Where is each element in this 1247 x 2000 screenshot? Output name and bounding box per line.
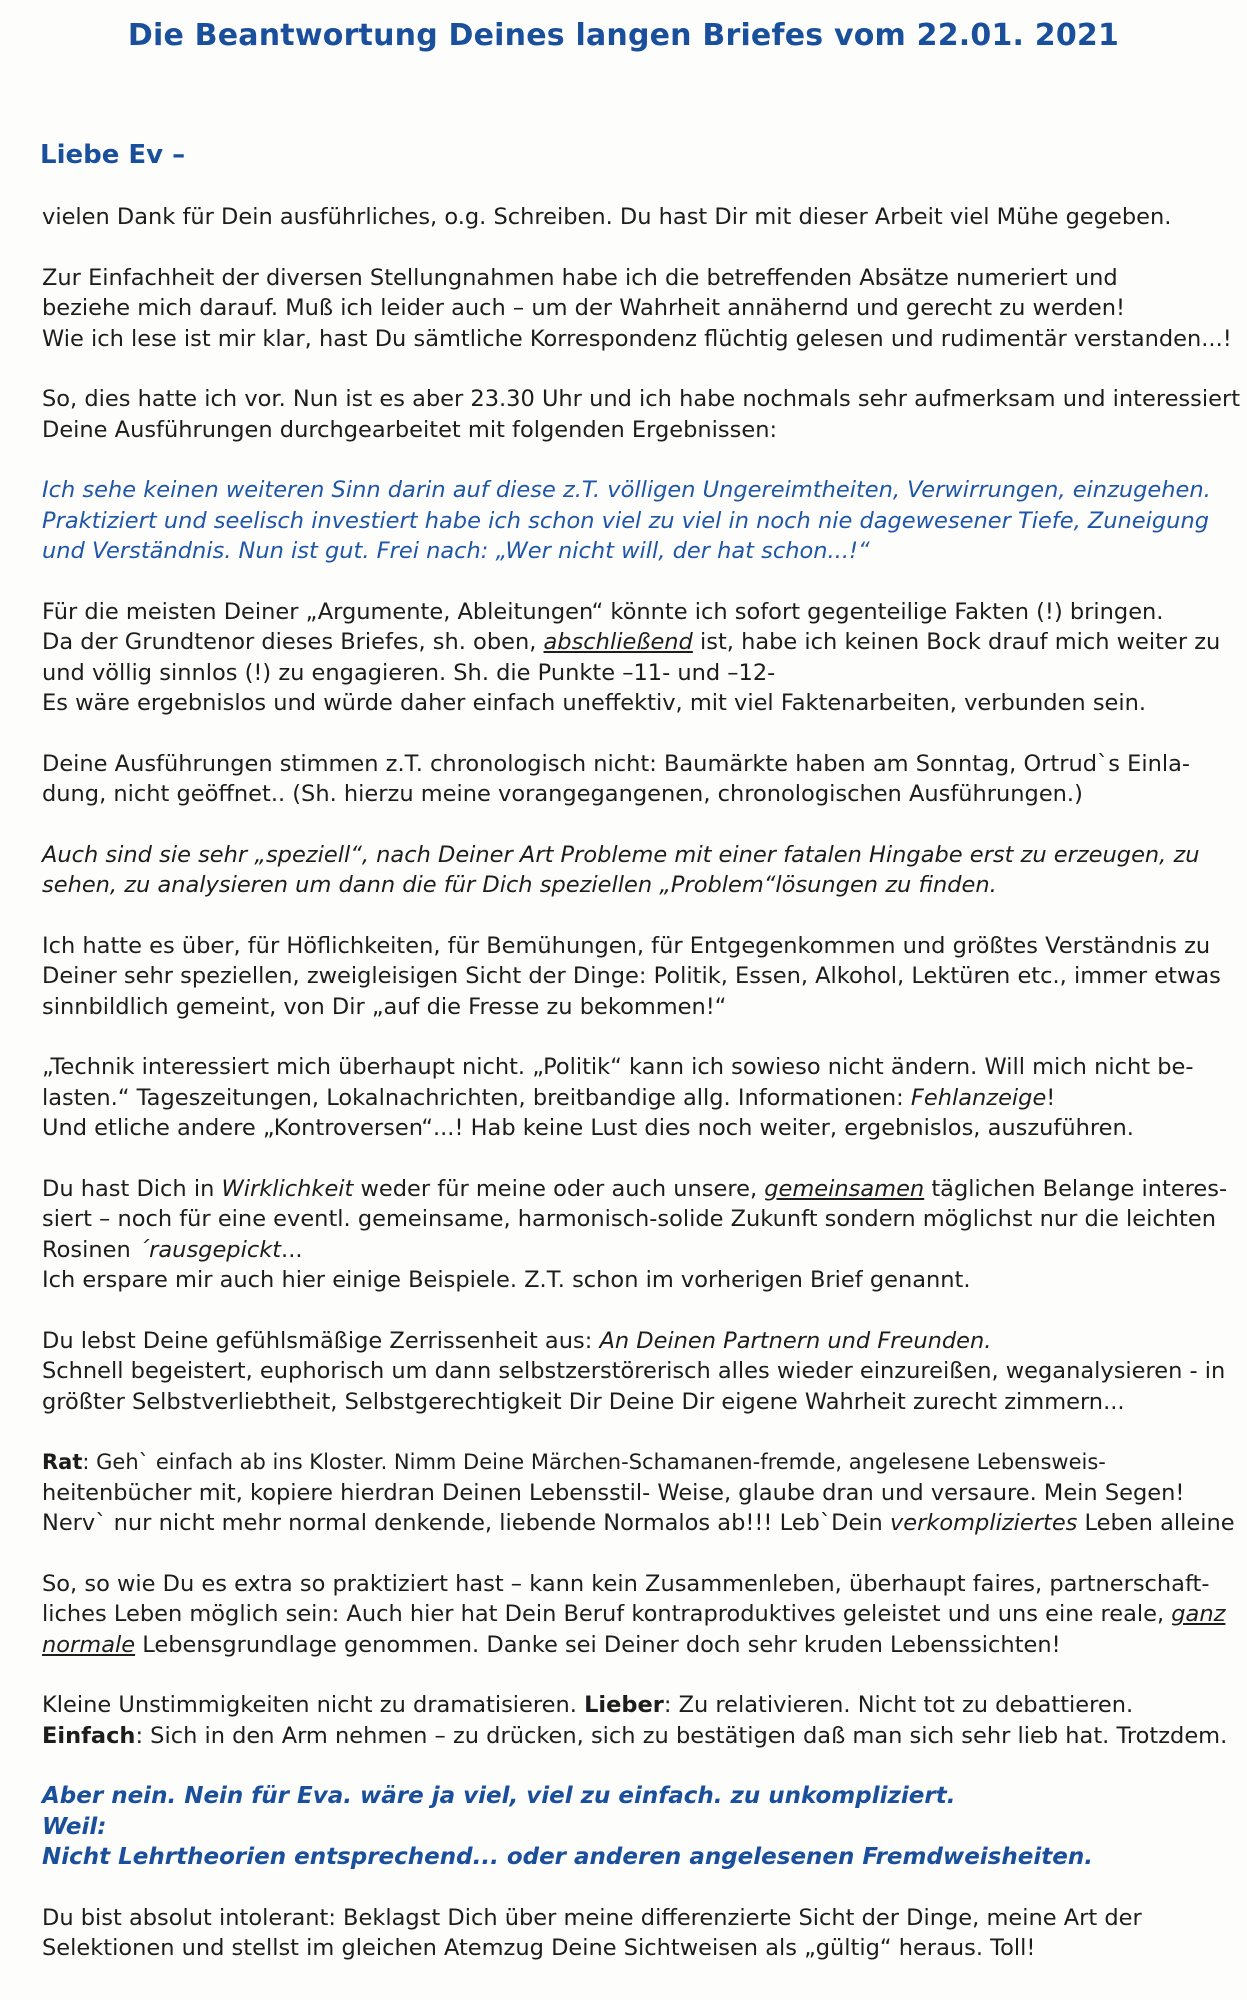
text-line (42, 1174, 1232, 1205)
text-line (42, 1599, 1232, 1630)
text-span: täglichen Belange interes- (924, 1175, 1228, 1202)
text-span: Leben alleine (1077, 1510, 1235, 1536)
text-line: Aber nein. Nein für Eva. wäre ja viel, viel zu einfach. zu unkompliziert. (42, 1783, 956, 1809)
text-line: Nicht Lehrtheorien entsprechend... oder anderen angelesenen Fremdweisheiten. (42, 1844, 1093, 1870)
label-einfach: Einfach (42, 1722, 136, 1749)
paragraph-reality (42, 1174, 1232, 1296)
text-line: Und etliche andere „Kontroversen“...! Hab keine Lust dies noch weiter, ergebnislos, auszuführen. (42, 1115, 1134, 1141)
emphasis-wirklichkeit: Wirklichkeit (221, 1175, 354, 1202)
text-span: ! (1046, 1084, 1056, 1111)
text-line: größter Selbstverliebtheit, Selbstgerechtigkeit Dir Deine Dir eigene Wahrheit zurecht zimmern... (42, 1388, 1125, 1415)
text-span: : Zu relativieren. Nicht tot zu debattieren. (663, 1692, 1134, 1718)
text-line: sehen, zu analysieren um dann die für Dich speziellen „Problem“lösungen zu finden. (42, 872, 997, 898)
text-line: Selektionen und stellst im gleichen Atemzug Deine Sichtweisen als „gültig“ heraus. Toll! (42, 1935, 1036, 1961)
text-span: ... (281, 1236, 303, 1263)
text-line: und Verständnis. Nun ist gut. Frei nach: „Wer nicht will, der hat schon...!“ (42, 538, 870, 564)
text-line: Wie ich lese ist mir klar, hast Du sämtliche Korrespondenz flüchtig gelesen und rudimentär verstanden...! (42, 325, 1232, 352)
text-line: Zur Einfachheit der diversen Stellungnahmen habe ich die betreffenden Absätze numeriert und (42, 264, 1118, 291)
text-line: „Technik interessiert mich überhaupt nicht. „Politik“ kann ich sowieso nicht ändern. Will mich nicht be- (42, 1054, 1194, 1080)
text-span: Nerv` nur nicht mehr normal denkende, liebende Normalos ab!!! Leb`Dein (42, 1510, 890, 1536)
paragraph-results-intro (42, 384, 1241, 445)
text-span: Du hast Dich in (42, 1175, 222, 1202)
text-line: sinnbildlich gemeint, von Dir „auf die Fresse zu bekommen!“ (42, 993, 727, 1020)
paragraph-simple (42, 1690, 1232, 1751)
text-line: So, so wie Du es extra so praktiziert hast – kann kein Zusammenleben, überhaupt faires, partnerschaft- (42, 1570, 1210, 1597)
text-line: Schnell begeistert, euphorisch um dann selbstzerstörerisch alles wieder einzureißen, weganalysieren - in (42, 1358, 1226, 1384)
label-rat: Rat (42, 1450, 83, 1474)
text-span: weder für meine oder auch unsere, (353, 1175, 765, 1202)
letter-body (42, 202, 1241, 1994)
paragraph-arguments (42, 597, 1232, 719)
text-line (42, 1083, 1232, 1114)
emphasis-fehlanzeige: Fehlanzeige (910, 1084, 1047, 1111)
text-span: liches Leben möglich sein: Auch hier hat Dein Beruf kontraproduktives geleistet und uns eine reale, (42, 1601, 1172, 1627)
text-line: Ich hatte es über, für Höflichkeiten, für Bemühungen, für Entgegenkommen und größtes Verständnis zu (42, 932, 1211, 959)
paragraph-courtesies (42, 931, 1232, 1023)
paragraph-chronology (42, 749, 1232, 810)
text-line (42, 1690, 1232, 1721)
text-line: Deine Ausführungen durchgearbeitet mit folgenden Ergebnissen: (42, 416, 778, 443)
paragraph-no-sense (42, 475, 1232, 567)
text-line: So, dies hatte ich vor. Nun ist es aber 23.30 Uhr und ich habe nochmals sehr aufmerksam und interessiert (42, 386, 1241, 412)
emphasis-final: abschließend (543, 629, 693, 655)
text-line (42, 627, 1232, 658)
text-span: Du lebst Deine gefühlsmäßige Zerrissenheit aus: (42, 1327, 600, 1354)
emphasis-ganz: ganz (1171, 1601, 1226, 1627)
text-line: Auch sind sie sehr „speziell“, nach Deiner Art Probleme mit einer fatalen Hingabe erst zu erzeugen, zu (42, 841, 1200, 868)
text-span: lasten.“ Tageszeitungen, Lokalnachrichten, breitbandige allg. Informationen: (42, 1084, 911, 1111)
text-line: Weil: (42, 1813, 107, 1840)
paragraph-technik (42, 1052, 1232, 1144)
text-line: siert – noch für eine eventl. gemeinsame, harmonisch-solide Zukunft sondern möglichst nur die leichten (42, 1206, 1216, 1232)
text-line: Deiner sehr speziellen, zweigleisigen Sicht der Dinge: Politik, Essen, Alkohol, Lektüren etc., immer etwas (42, 963, 1221, 989)
text-line (42, 1508, 1235, 1539)
text-span: ist, habe ich keinen Bock drauf mich weiter zu (692, 629, 1221, 655)
paragraph-special (42, 840, 1232, 901)
letter-greeting: Liebe Ev – (40, 140, 186, 170)
text-line: vielen Dank für Dein ausführliches, o.g. Schreiben. Du hast Dir mit dieser Arbeit viel Mühe gegeben. (42, 204, 1172, 230)
emphasis-partners: An Deinen Partnern und Freunden. (599, 1327, 992, 1354)
text-span: Lebensgrundlage genommen. Danke sei Deiner doch sehr kruden Lebenssichten! (135, 1631, 1061, 1658)
paragraph-advice (42, 1447, 1235, 1539)
paragraph-numbering (42, 263, 1232, 355)
paragraph-but-no (42, 1781, 1232, 1873)
text-line (42, 1447, 1232, 1478)
text-line: beziehe mich darauf. Muß ich leider auch – um der Wahrheit annähernd und gerecht zu werden! (42, 295, 1125, 321)
text-line: Du bist absolut intolerant: Beklagst Dich über meine differenzierte Sicht der Dinge, meine Art der (42, 1904, 1142, 1931)
paragraph-partnership (42, 1569, 1232, 1661)
paragraph-intolerant (42, 1903, 1232, 1964)
paragraph-torn (42, 1326, 1232, 1418)
text-line (42, 1630, 1232, 1661)
paragraph-thanks (42, 202, 1232, 233)
text-line: Ich erspare mir auch hier einige Beispiele. Z.T. schon im vorherigen Brief genannt. (42, 1267, 971, 1293)
text-line: Ich sehe keinen weiteren Sinn darin auf diese z.T. völligen Ungereimtheiten, Verwirrungen, einzugehen. (42, 477, 1211, 503)
text-span: : Geh` einfach ab ins Kloster. Nimm Deine Märchen-Schamanen-fremde, angelesene Lebensweis- (82, 1450, 1106, 1474)
text-span: Rosinen (42, 1236, 138, 1263)
text-line (42, 1721, 1232, 1752)
text-span: Da der Grundtenor dieses Briefes, sh. oben, (42, 629, 544, 655)
label-lieber: Lieber (584, 1692, 664, 1718)
emphasis-verkompliziertes: verkompliziertes (889, 1510, 1078, 1536)
text-span: Kleine Unstimmigkeiten nicht zu dramatisieren. (42, 1692, 585, 1718)
emphasis-rausgepickt: ´rausgepickt (137, 1236, 282, 1263)
text-span: : Sich in den Arm nehmen – zu drücken, sich zu bestätigen daß man sich sehr lieb hat. Trotzdem. (135, 1722, 1228, 1749)
text-line: dung, nicht geöffnet.. (Sh. hierzu meine vorangegangenen, chronologischen Ausführungen.) (42, 781, 1083, 807)
text-line: Praktiziert und seelisch investiert habe ich schon viel zu viel in noch nie dagewesener Tiefe, Zuneigung (42, 507, 1209, 534)
letter-title: Die Beantwortung Deines langen Briefes vom 22.01. 2021 (127, 18, 1120, 53)
emphasis-normale: normale (42, 1631, 136, 1658)
text-line: heitenbücher mit, kopiere hierdran Deinen Lebensstil- Weise, glaube dran und versaure. Mein Segen! (42, 1479, 1185, 1506)
text-line: Deine Ausführungen stimmen z.T. chronologisch nicht: Baumärkte haben am Sonntag, Ortrud`s Einla- (42, 750, 1191, 777)
text-line (42, 1326, 1232, 1357)
text-line (42, 1235, 1232, 1266)
text-line: und völlig sinnlos (!) zu engagieren. Sh. die Punkte –11- und –12- (42, 659, 776, 686)
text-line: Es wäre ergebnislos und würde daher einfach uneffektiv, mit viel Faktenarbeiten, verbunden sein. (42, 690, 1147, 716)
text-line: Für die meisten Deiner „Argumente, Ableitungen“ könnte ich sofort gegenteilige Fakten (!) bringen. (42, 598, 1164, 625)
emphasis-gemeinsamen: gemeinsamen (764, 1175, 925, 1202)
